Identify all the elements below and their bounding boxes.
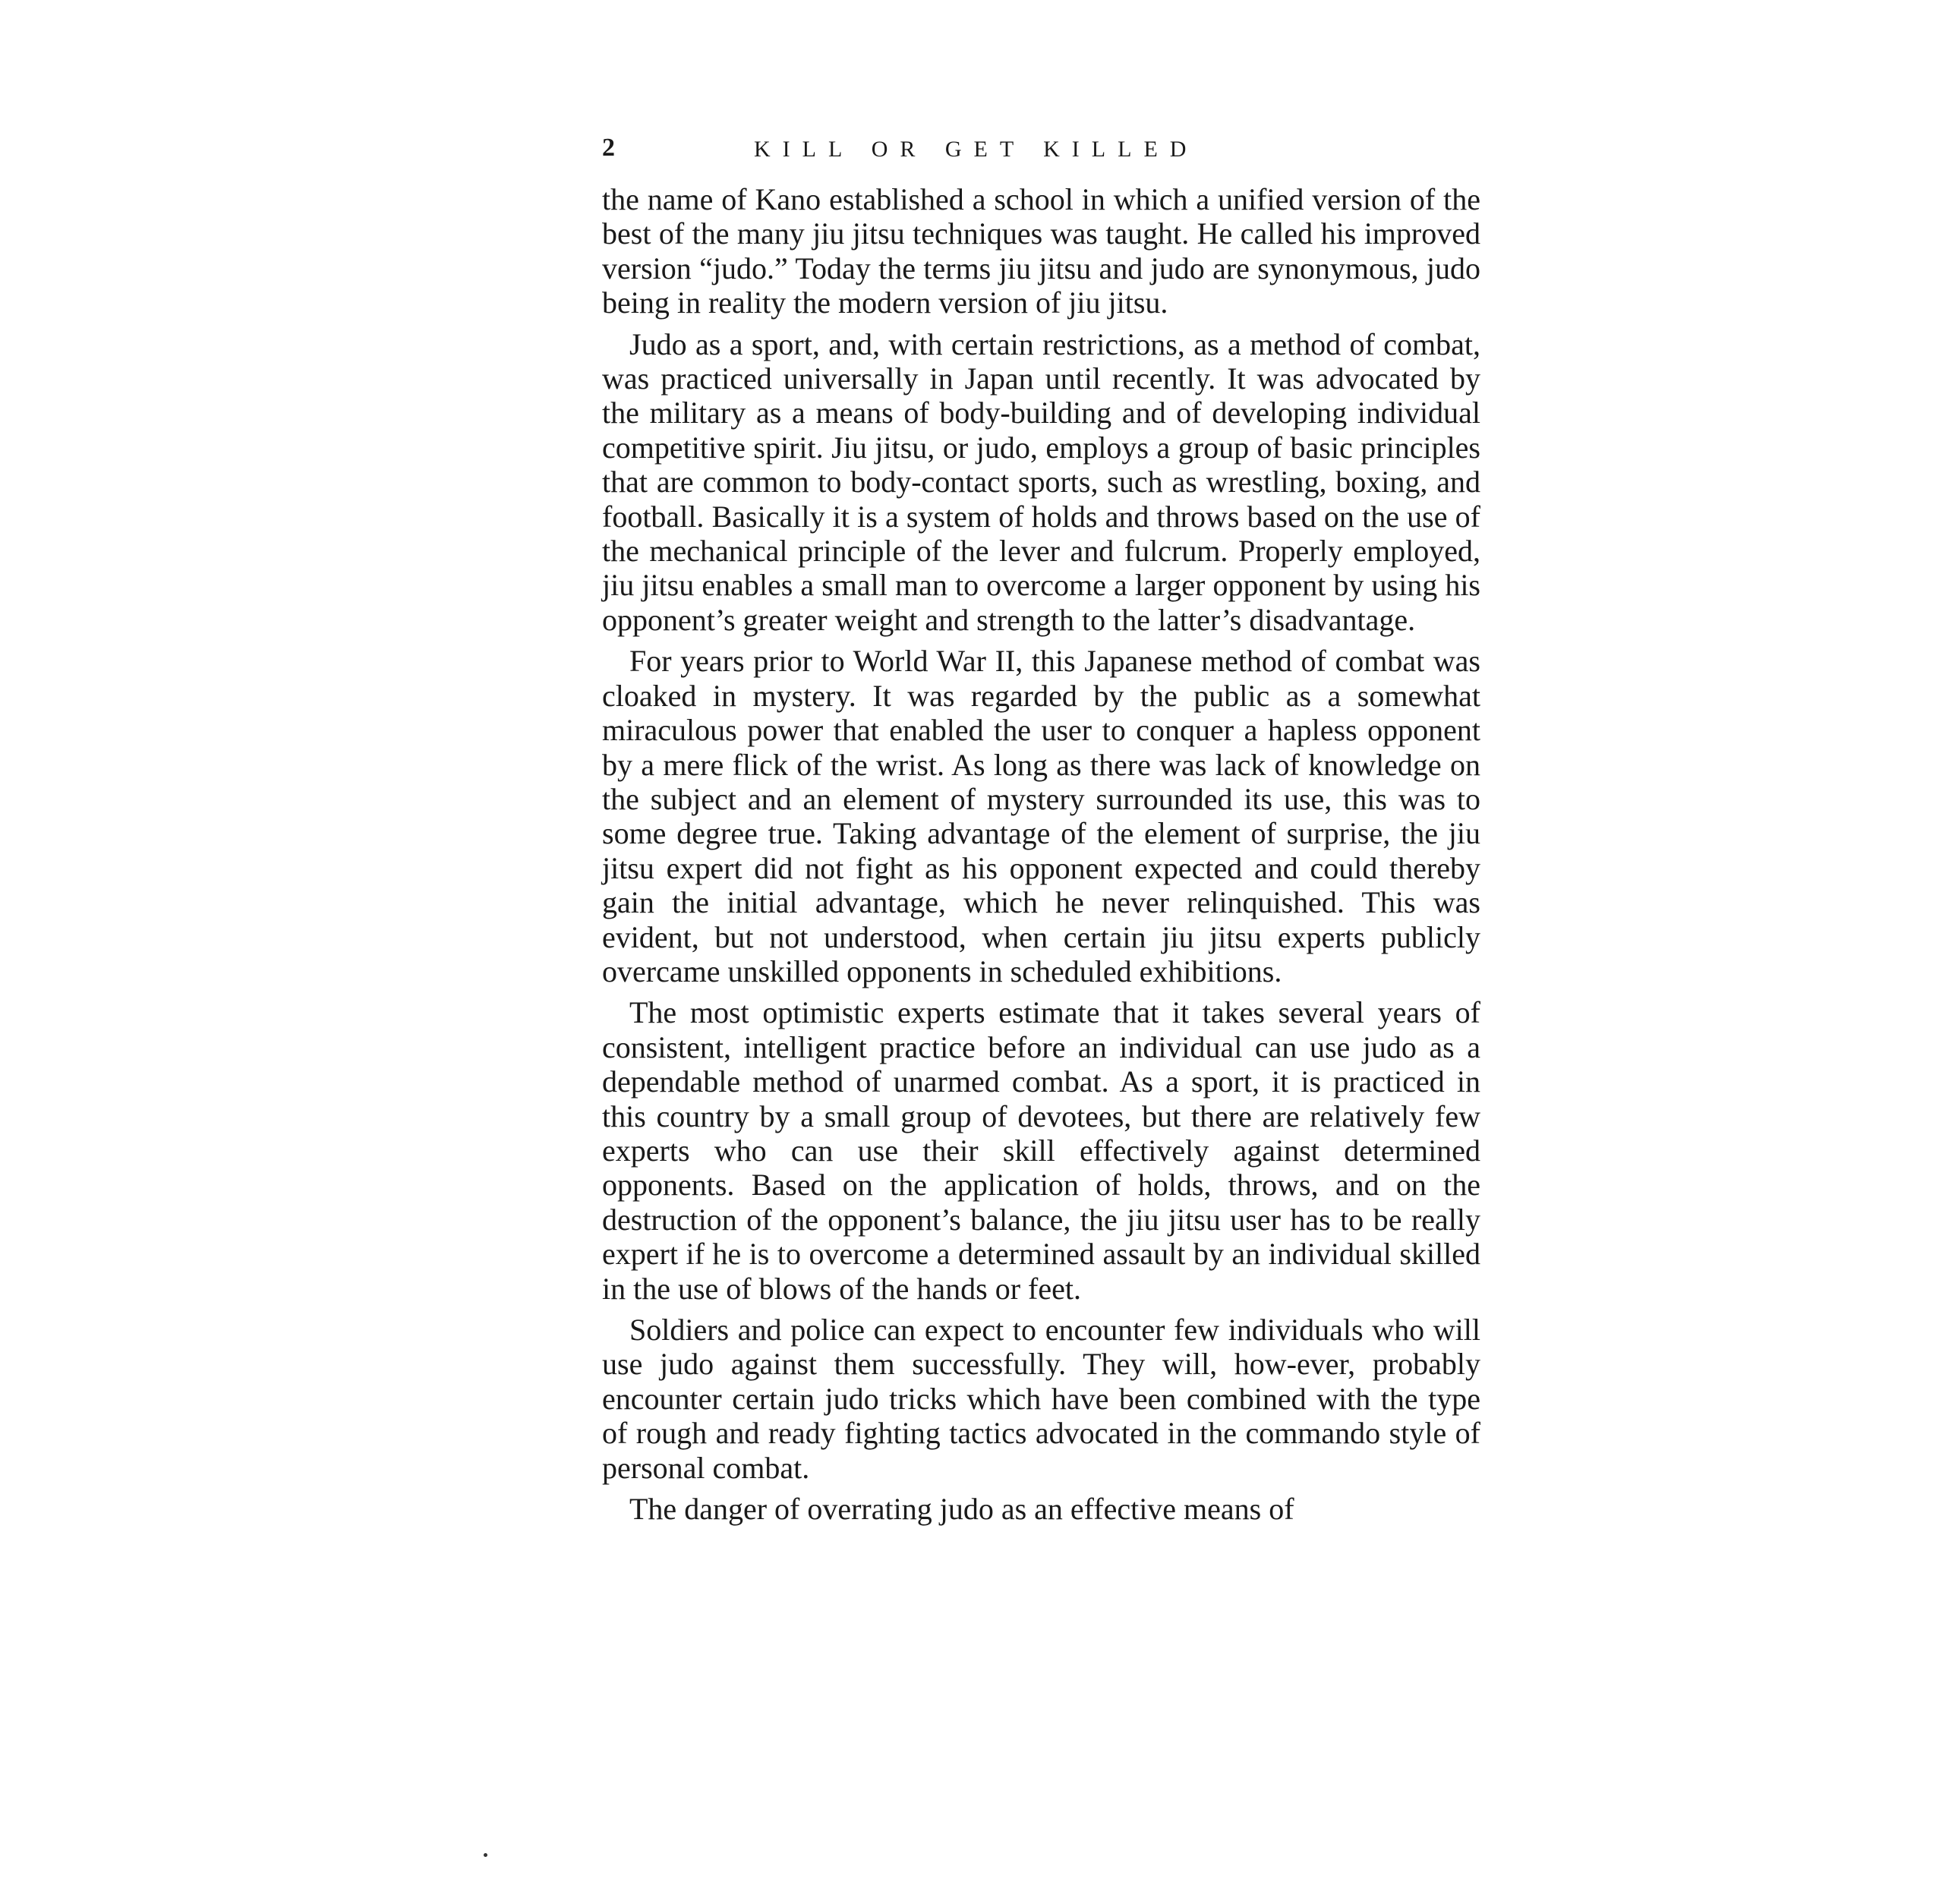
paragraph-4: The most optimistic experts estimate that it takes several years of consistent, intelligent practice before an individual can use judo as a dependable method of unarmed combat. As a sport, it is practiced in this country by a small group of devotees, but there are relatively few experts who can use their skill effectively against determined opponents. Based on the application of holds, throws, and on the destruction of the opponent’s balance, the jiu jitsu user has to be really expert if he is to overcome a determined assault by an individual skilled in the use of blows of the hands or feet. (602, 995, 1480, 1306)
paragraph-6: The danger of overrating judo as an effective means of (629, 1492, 1294, 1527)
running-title: KILL OR GET KILLED (754, 137, 1199, 162)
scan-speck (484, 1853, 487, 1857)
paragraph-2: Judo as a sport, and, with certain restrictions, as a method of combat, was practiced universally in Japan until recently. It was advocated by the military as a means of body-building and of developing individual competitive spirit. Jiu jitsu, or judo, employs a group of basic principles that are common to body-contact sports, such as wrestling, boxing, and football. Basically it is a system of holds and throws based on the use of the mechanical principle of the lever and fulcrum. Properly employed, jiu jitsu enables a small man to overcome a larger opponent by using his opponent’s greater weight and strength to the latter’s disadvantage. (602, 326, 1480, 637)
paragraph-5: Soldiers and police can expect to encounter few individuals who will use judo against them successfully. They will, how-ever, probably encounter certain judo tricks which have been combined with the type of rough and ready fighting tactics advocated in the commando style of personal combat. (602, 1313, 1480, 1485)
running-head (602, 129, 1480, 175)
paragraph-3: For years prior to World War II, this Japanese method of combat was cloaked in mystery. It was regarded by the public as a somewhat miraculous power that enabled the user to conquer a hapless opponent by a mere flick of the wrist. As long as there was lack of knowledge on the subject and an element of mystery surrounded its use, this was to some degree true. Taking advantage of the element of surprise, the jiu jitsu expert did not fight as his opponent expected and could thereby gain the initial advantage, which he never relinquished. This was evident, but not understood, when certain jiu jitsu experts publicly overcame unskilled opponents in scheduled exhibitions. (602, 644, 1480, 988)
body-text (602, 182, 1480, 1533)
page-number: 2 (602, 134, 615, 162)
paragraph-1: the name of Kano established a school in which a unified version of the best of the many jiu jitsu techniques was taught. He called his improved version “judo.” Today the terms jiu jitsu and judo are synonymous, judo being in reality the modern version of jiu jitsu. (602, 182, 1480, 320)
